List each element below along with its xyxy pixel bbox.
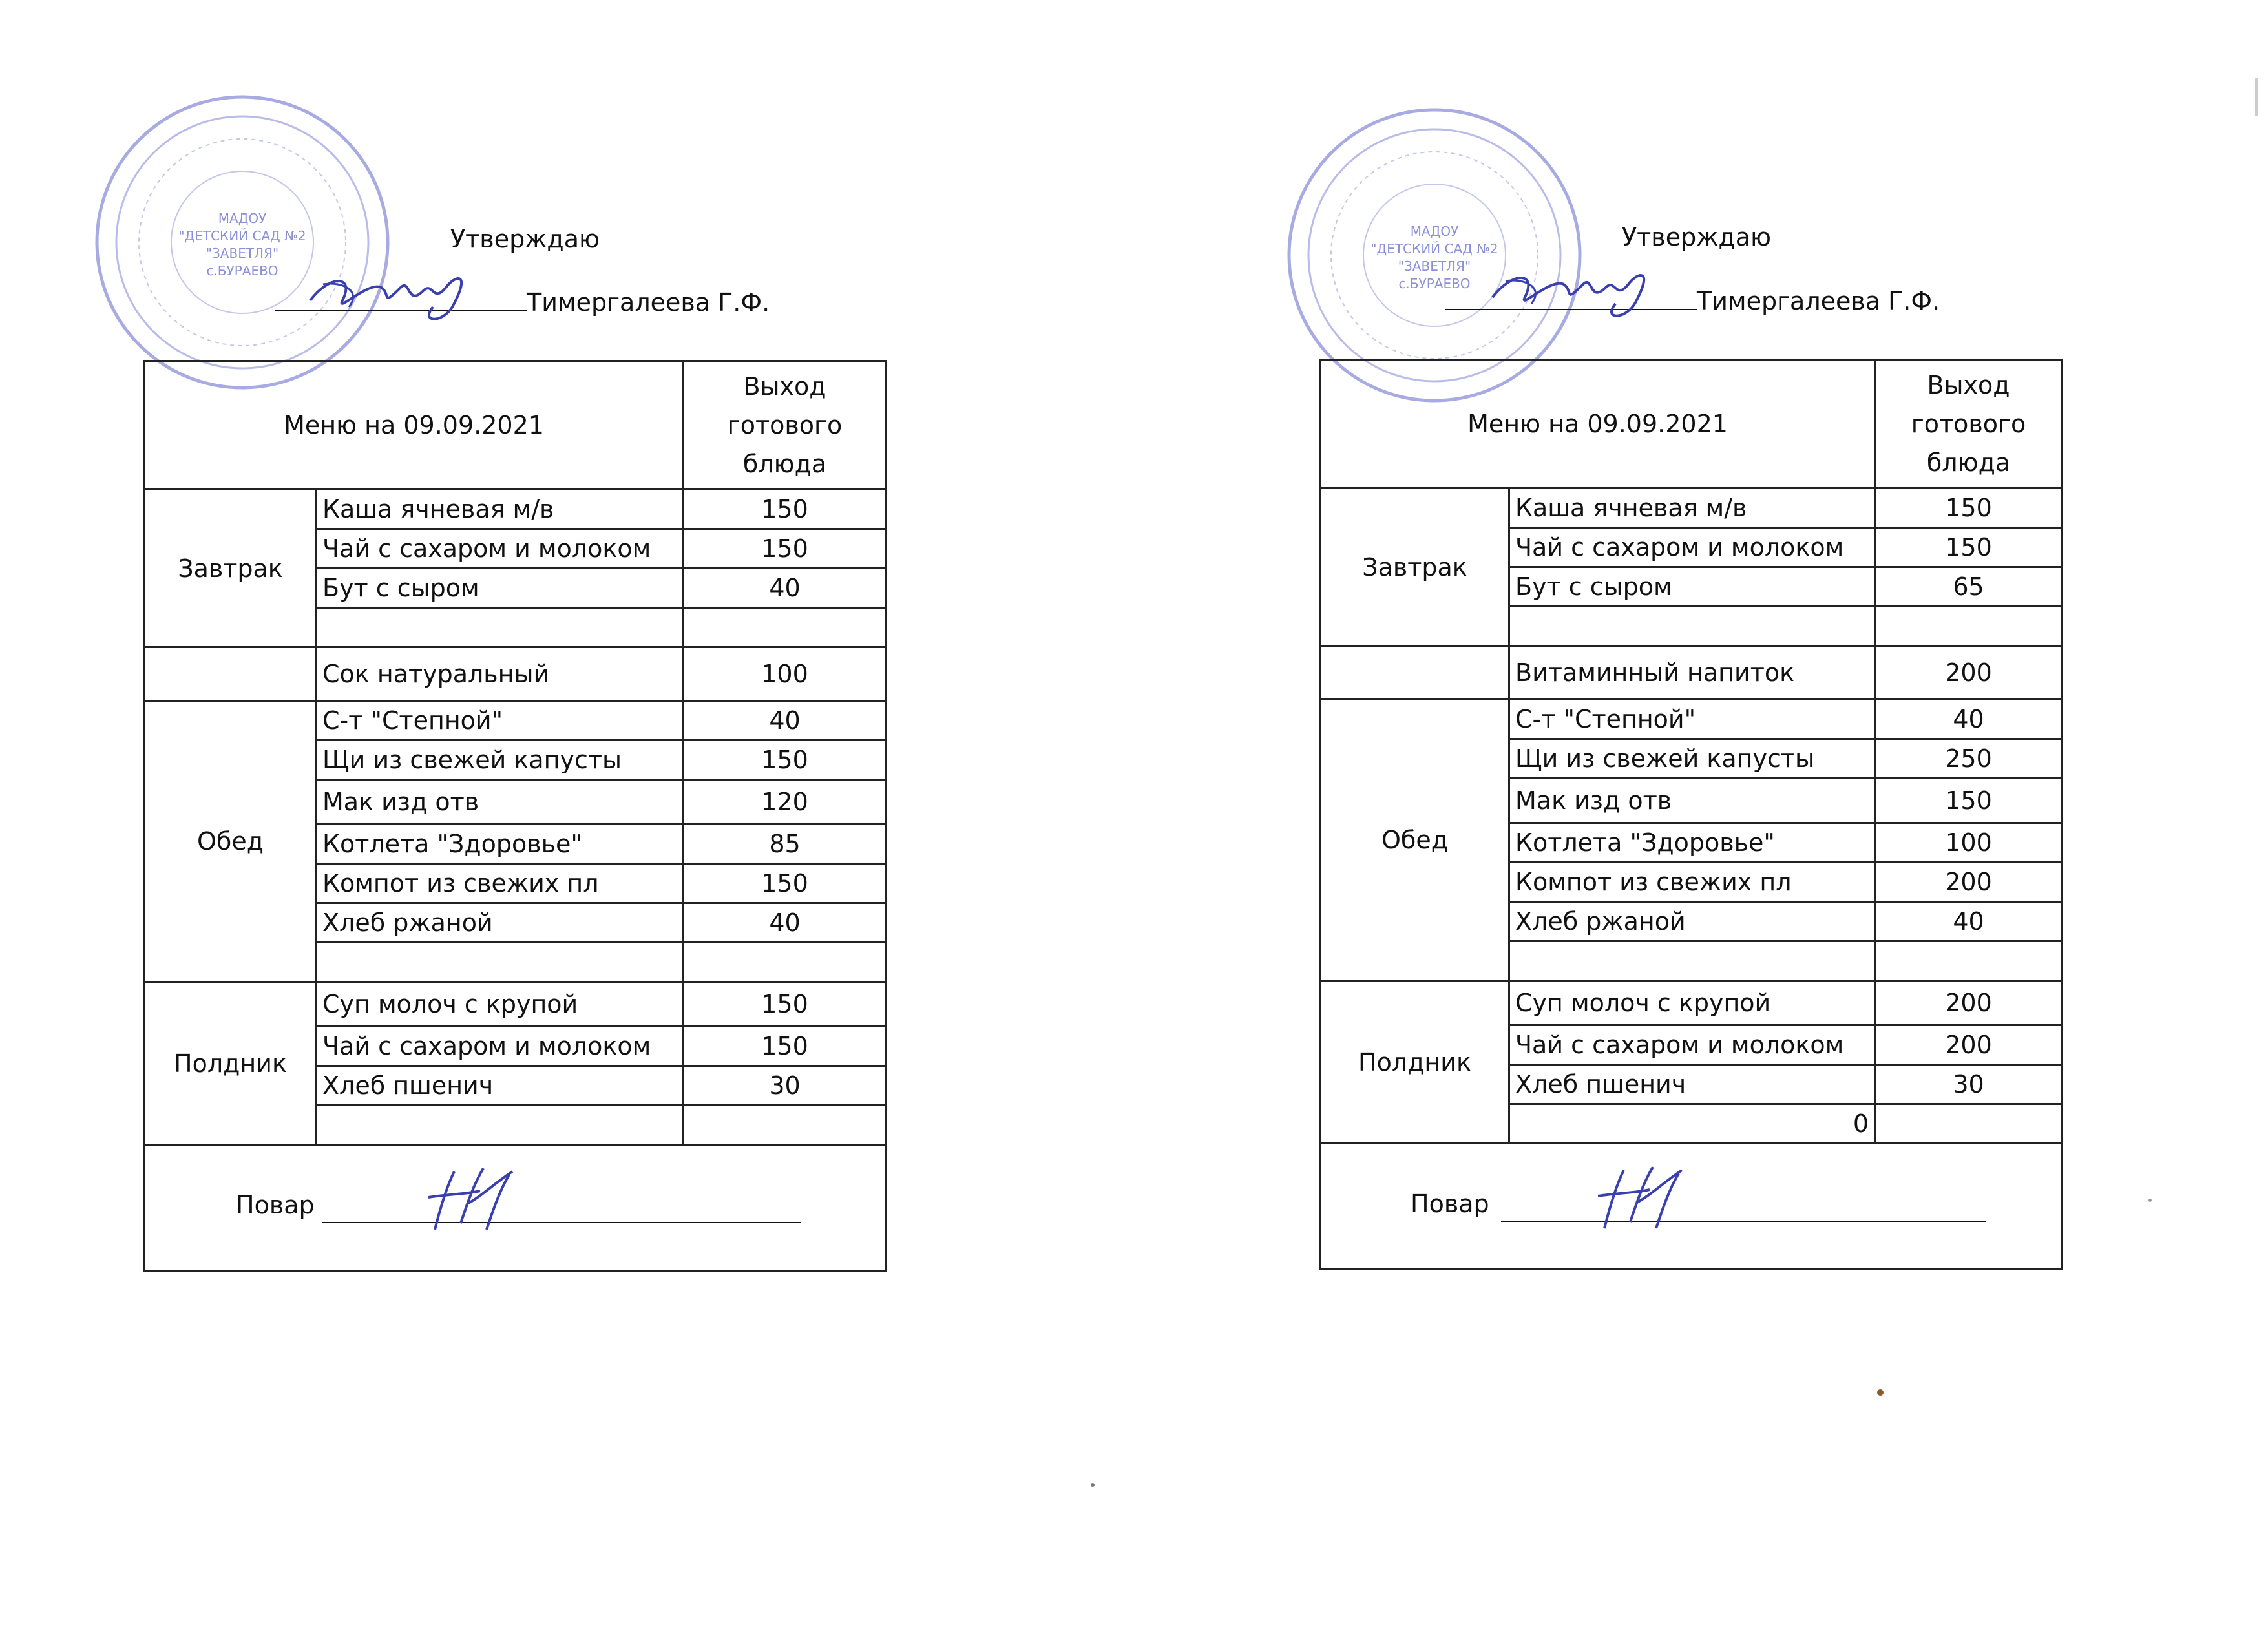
dish-name: Щи из свежей капусты (317, 740, 684, 780)
dish-output (1875, 1104, 2063, 1144)
dish-output: 200 (1875, 981, 2063, 1025)
dish-name: Щи из свежей капусты (1509, 739, 1875, 779)
dish-name (1509, 941, 1875, 981)
cook-label: Повар (1411, 1190, 1489, 1218)
menu-title: Меню на 09.09.2021 (1321, 360, 1875, 488)
meal-breakfast: Завтрак (145, 490, 317, 647)
scan-speck (2255, 78, 2258, 116)
output-header-line: готового (1911, 410, 2026, 438)
menu-title: Меню на 09.09.2021 (145, 361, 684, 490)
dish-output: 150 (1875, 488, 2063, 528)
dish-output: 100 (684, 647, 887, 701)
output-header-line: Выход (743, 372, 826, 401)
dish-name: Мак изд отв (317, 780, 684, 824)
dish-output: 150 (684, 529, 887, 569)
dish-output: 200 (1875, 1025, 2063, 1065)
output-header-line: Выход (1927, 371, 2010, 399)
dish-output (1875, 607, 2063, 646)
approve-word-left: Утверждаю (450, 225, 600, 253)
dish-output: 65 (1875, 567, 2063, 607)
dish-output (684, 608, 887, 647)
director-signature-right (1486, 258, 1661, 330)
dish-name (317, 1106, 684, 1145)
dish-name: Хлеб пшенич (317, 1066, 684, 1106)
approve-word-right: Утверждаю (1622, 223, 1771, 251)
dish-name (1509, 607, 1875, 646)
dish-name: Компот из свежих пл (317, 864, 684, 903)
stamp-left (90, 90, 394, 394)
dish-output: 150 (684, 864, 887, 903)
dish-output: 85 (684, 824, 887, 864)
approver-name: Тимергалеева Г.Ф. (1697, 287, 1940, 315)
dish-name: Чай с сахаром и молоком (1509, 1025, 1875, 1065)
output-header (684, 361, 887, 490)
menu-table-left (143, 360, 887, 1272)
director-signature-left (304, 262, 478, 333)
cook-signature (422, 1159, 519, 1243)
menu-table-right (1319, 359, 2063, 1270)
dish-output: 120 (684, 780, 887, 824)
meal-lunch: Обед (145, 701, 317, 982)
dish-output: 200 (1875, 863, 2063, 902)
dish-output: 40 (1875, 902, 2063, 941)
dish-name: Бут с сыром (1509, 567, 1875, 607)
dish-name: Мак изд отв (1509, 779, 1875, 823)
svg-text:с.БУРАЕВО: с.БУРАЕВО (206, 263, 278, 278)
dish-output: 40 (1875, 700, 2063, 739)
dish-name: С-т "Степной" (1509, 700, 1875, 739)
output-header-line: блюда (742, 450, 827, 478)
dish-name: Хлеб ржаной (1509, 902, 1875, 941)
output-header-line: блюда (1926, 448, 2011, 477)
output-header (1875, 360, 2063, 488)
dish-output: 40 (684, 701, 887, 740)
dish-name: Суп молоч с крупой (1509, 981, 1875, 1025)
meal-lunch: Обед (1321, 700, 1509, 981)
dish-output: 30 (684, 1066, 887, 1106)
scan-speck (1877, 1389, 1884, 1396)
svg-text:МАДОУ: МАДОУ (218, 211, 267, 226)
cook-signature-line (322, 1222, 801, 1223)
dish-output: 150 (684, 490, 887, 529)
dish-name: Чай с сахаром и молоком (1509, 528, 1875, 567)
dish-name: Витаминный напиток (1509, 646, 1875, 700)
dish-output: 150 (684, 1027, 887, 1066)
cook-signature-row (145, 1145, 887, 1271)
dish-output: 150 (1875, 528, 2063, 567)
dish-name: Чай с сахаром и молоком (317, 1027, 684, 1066)
dish-output: 40 (684, 903, 887, 943)
cook-signature-line (1501, 1221, 1986, 1222)
dish-name (317, 943, 684, 982)
dish-name: Каша ячневая м/в (1509, 488, 1875, 528)
cook-signature-row (1321, 1144, 2063, 1270)
svg-text:"ЗАВЕТЛЯ": "ЗАВЕТЛЯ" (205, 246, 279, 261)
meal-tea: Полдник (1321, 981, 1509, 1144)
svg-text:"ДЕТСКИЙ САД №2: "ДЕТСКИЙ САД №2 (1370, 241, 1498, 257)
cook-signature (1591, 1157, 1688, 1241)
svg-text:"ДЕТСКИЙ САД №2: "ДЕТСКИЙ САД №2 (178, 228, 306, 244)
dish-name (317, 608, 684, 647)
dish-name: Чай с сахаром и молоком (317, 529, 684, 569)
svg-text:с.БУРАЕВО: с.БУРАЕВО (1398, 276, 1471, 291)
output-header-line: готового (727, 411, 843, 439)
dish-output (684, 943, 887, 982)
dish-output: 40 (684, 569, 887, 608)
dish-output: 30 (1875, 1065, 2063, 1104)
dish-name: Сок натуральный (317, 647, 684, 701)
dish-output: 100 (1875, 823, 2063, 863)
dish-name: Хлеб пшенич (1509, 1065, 1875, 1104)
meal-tea: Полдник (145, 982, 317, 1145)
dish-output (684, 1106, 887, 1145)
meal-breakfast: Завтрак (1321, 488, 1509, 646)
dish-name: Котлета "Здоровье" (317, 824, 684, 864)
cook-label: Повар (236, 1191, 315, 1219)
meal-snack (145, 647, 317, 701)
meal-snack (1321, 646, 1509, 700)
svg-text:МАДОУ: МАДОУ (1410, 224, 1459, 239)
dish-output: 150 (684, 740, 887, 780)
svg-text:"ЗАВЕТЛЯ": "ЗАВЕТЛЯ" (1398, 258, 1471, 274)
dish-name: Бут с сыром (317, 569, 684, 608)
dish-output: 250 (1875, 739, 2063, 779)
dish-name: Компот из свежих пл (1509, 863, 1875, 902)
approver-name: Тимергалеева Г.Ф. (527, 288, 770, 317)
dish-output: 200 (1875, 646, 2063, 700)
dish-name: Суп молоч с крупой (317, 982, 684, 1027)
dish-output: 150 (684, 982, 887, 1027)
scan-speck (2148, 1199, 2152, 1202)
dish-name: Хлеб ржаной (317, 903, 684, 943)
dish-name: Каша ячневая м/в (317, 490, 684, 529)
dish-name: 0 (1509, 1104, 1875, 1144)
scan-speck (1091, 1483, 1095, 1487)
dish-name: Котлета "Здоровье" (1509, 823, 1875, 863)
dish-output: 150 (1875, 779, 2063, 823)
dish-name: С-т "Степной" (317, 701, 684, 740)
dish-output (1875, 941, 2063, 981)
